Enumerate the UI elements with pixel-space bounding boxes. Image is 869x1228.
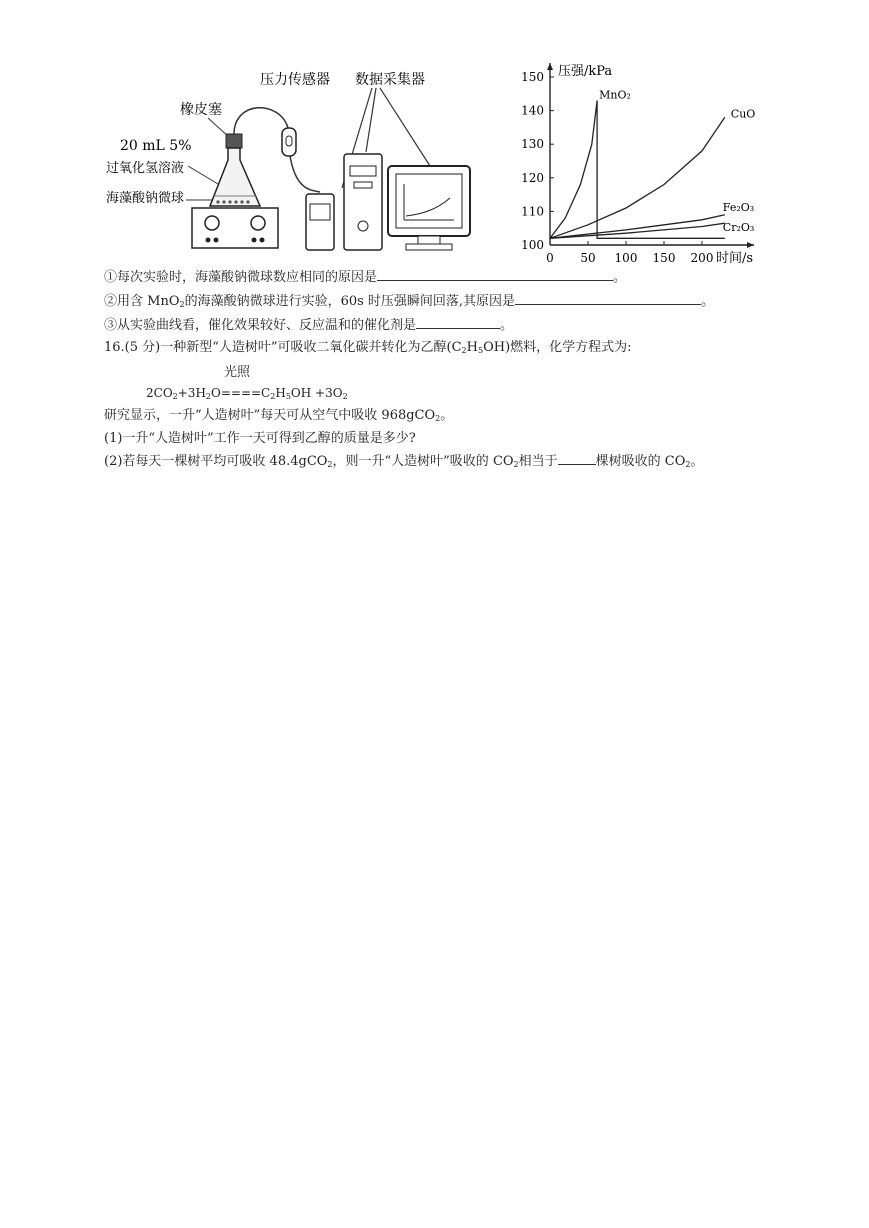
x-tick-label: 150 (652, 251, 676, 265)
question-1-text: ①每次实验时，海藻酸钠微球数应相同的原因是 (104, 270, 378, 285)
eq-sub-1: 2 (172, 392, 178, 401)
question-3 (104, 316, 513, 335)
eq-part-a: 2CO (146, 386, 173, 400)
question-2 (104, 292, 714, 314)
question-1-end: 。 (613, 270, 627, 285)
series-label-0: MnO₂ (599, 88, 631, 102)
flask-icon (210, 148, 260, 206)
sub2-mid2: 相当于 (518, 454, 558, 469)
reaction-condition (224, 364, 250, 382)
beads-label: 海藻酸钠微球 (106, 191, 185, 206)
eq-sub-3: 2 (270, 392, 276, 401)
sub2-mid: ，则一升“人造树叶”吸收的 CO (332, 454, 514, 469)
eq-part-b: +3H (177, 386, 206, 400)
stopper-label: 橡皮塞 (180, 102, 222, 118)
question-2-post: 的海藻酸钠微球进行实验，60s 时压强瞬间回落,其原因是 (184, 294, 516, 309)
question-3-text: ③从实验曲线看，催化效果较好、反应温和的催化剂是 (104, 318, 417, 333)
sub2-post: 棵树吸收的 CO (595, 454, 686, 469)
sub-question-1-text: (1)一升“人造树叶”工作一天可得到乙醇的质量是多少? (104, 431, 416, 446)
eq-sub-4: 5 (285, 392, 291, 401)
volume-label: 20 mL 5% (120, 138, 192, 154)
y-tick-label: 140 (521, 103, 544, 118)
y-tick-label: 120 (521, 170, 544, 185)
series-label-2: Fe₂O₃ (722, 200, 755, 214)
x-axis-label: 时间/s (716, 251, 754, 266)
question-2-pre: ②用含 MnO (104, 294, 180, 309)
y-tick-label: 150 (521, 70, 544, 84)
eq-part-d: H (275, 386, 286, 400)
data-collector-icon (306, 194, 334, 250)
series-line-3 (550, 223, 725, 238)
intro-sub-1: 2 (461, 346, 467, 355)
solution-label: 过氧化氢溶液 (106, 161, 185, 176)
x-tick-label: 50 (580, 251, 596, 265)
research-pre: 研究显示，一升“人造树叶”每天可从空气中吸收 968gCO (104, 408, 436, 423)
intro-mid: H (466, 340, 478, 355)
intro-pre: 16.(5 分)一种新型“人造树叶”可吸收二氧化碳并转化为乙醇(C (104, 340, 462, 355)
x-tick-label: 100 (614, 251, 638, 265)
eq-sub-5: 2 (342, 392, 348, 401)
collector-label: 数据采集器 (355, 72, 425, 88)
answer-blank-1[interactable] (377, 268, 613, 281)
series-line-0 (550, 101, 725, 239)
sub2-sub-2: 2 (513, 460, 519, 469)
eq-sub-2: 2 (205, 392, 211, 401)
sub-question-2 (104, 452, 704, 474)
y-axis-arrow (547, 63, 553, 70)
eq-part-c: O====C (211, 386, 271, 400)
sub2-sub-1: 2 (327, 460, 333, 469)
sub2-end: 。 (690, 454, 704, 469)
y-tick-label: 130 (521, 137, 544, 152)
x-tick-label: 200 (690, 251, 714, 265)
apparatus-figure (100, 60, 480, 260)
series-label-3: Cr₂O₃ (722, 221, 755, 235)
answer-blank-3[interactable] (416, 316, 500, 329)
intro-sub-2: 5 (477, 346, 484, 355)
sensor-label: 压力传感器 (260, 72, 330, 88)
question-1 (104, 268, 626, 287)
condition-text: 光照 (224, 365, 251, 380)
stirrer-icon (192, 208, 278, 248)
y-tick-label: 110 (521, 204, 544, 219)
answer-blank-2[interactable] (515, 292, 701, 305)
sub2-pre: (2)若每天一棵树平均可吸收 48.4gCO (104, 454, 328, 469)
sub2-sub-3: 2 (685, 460, 691, 469)
research-sub: 2 (435, 414, 441, 423)
pressure-time-chart (510, 55, 780, 270)
problem-16-intro (104, 339, 632, 360)
eq-part-e: OH +3O (290, 386, 343, 400)
question-3-end: 。 (500, 318, 514, 333)
stopper-icon (226, 134, 242, 148)
question-2-end: 。 (701, 294, 715, 309)
research-finding (104, 407, 453, 428)
series-label-1: CuO (730, 107, 756, 121)
answer-blank-4[interactable] (558, 452, 596, 465)
research-end: 。 (440, 408, 454, 423)
y-axis-label: 压强/kPa (558, 64, 613, 79)
question-2-sub: 2 (179, 300, 185, 309)
x-tick-label: 0 (546, 251, 554, 265)
chemical-equation (146, 384, 348, 406)
x-axis-arrow (747, 242, 754, 248)
sub-question-1 (104, 430, 416, 448)
y-tick-label: 100 (521, 238, 544, 252)
intro-post: OH)燃料，化学方程式为: (483, 340, 632, 355)
